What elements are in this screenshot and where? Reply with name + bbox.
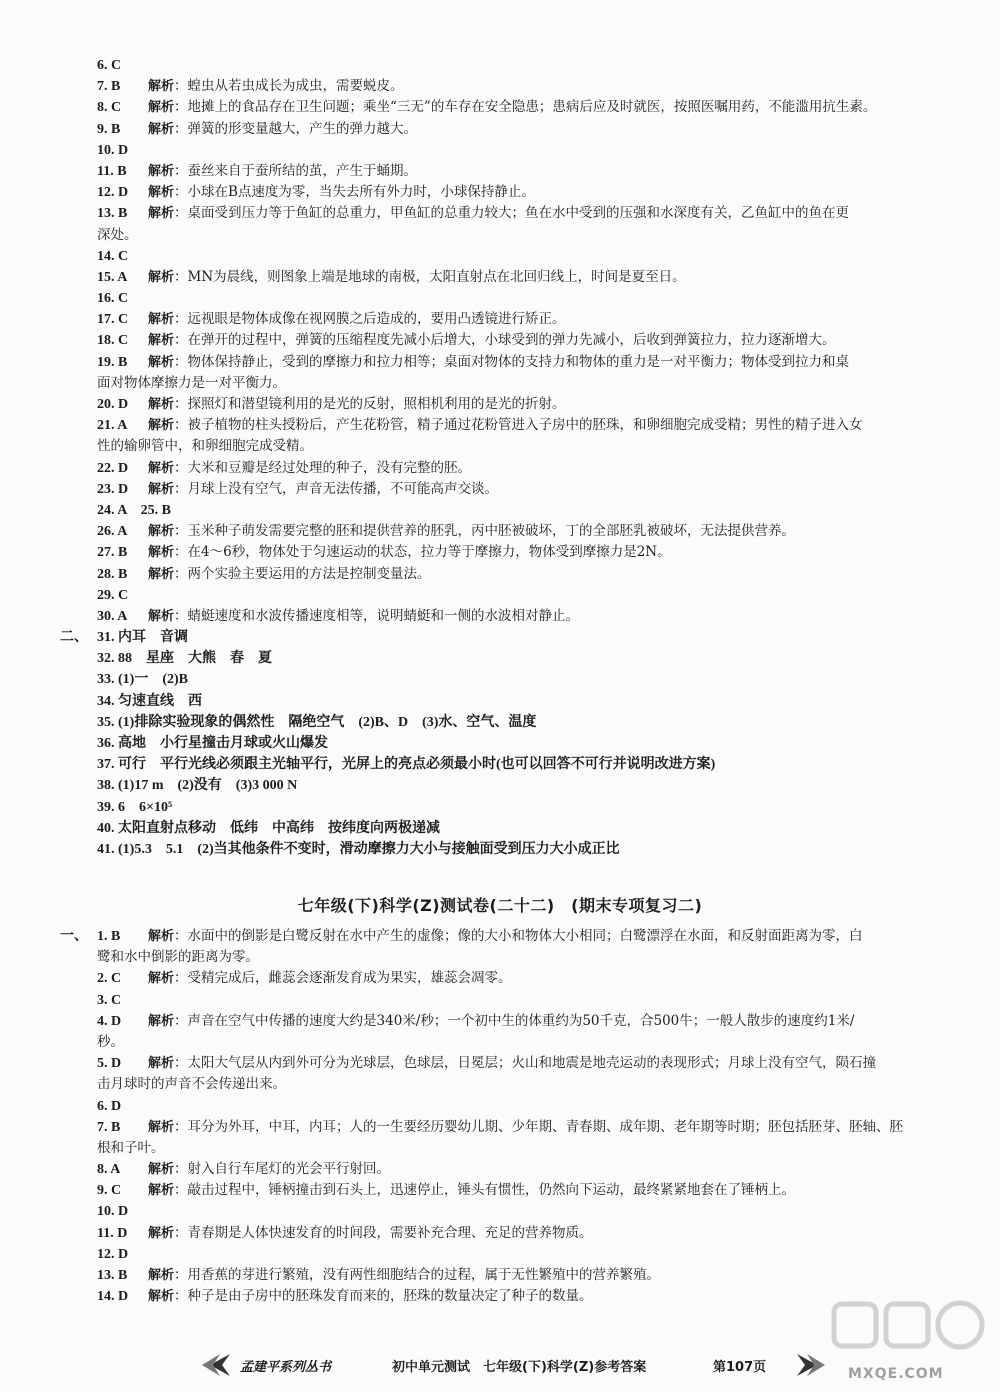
- answer-item-continued: [0, 436, 1000, 457]
- answer-number: 23. D: [97, 481, 129, 497]
- answer-number: 8. A: [97, 1162, 121, 1178]
- explanation-text: ：太阳大气层从内到外可分为光球层，色球层，日冕层；火山和地震是地壳运动的表现形式；月球上没有空气，陨石撞: [174, 1055, 877, 1072]
- answer-item: [0, 415, 1000, 436]
- answer-number: 20. D: [97, 397, 129, 412]
- explanation-text: ：蜻蜓速度和水波传播速度相等，说明蜻蜓和一侧的水波相对静止。: [174, 607, 580, 624]
- explanation-text: ：远视眼是物体成像在视网膜之后造成的，要用凸透镜进行矫正。: [174, 311, 566, 328]
- answer-item: [0, 458, 1000, 479]
- explanation-label: 解析: [148, 269, 175, 285]
- answer-number: 19. B: [97, 354, 128, 370]
- answer-explanation: [148, 415, 863, 436]
- answer-number: 26. A: [97, 524, 128, 540]
- explanation-text: ：物体保持静止，受到的摩擦力和拉力相等；桌面对物体的支持力和物体的重力是一对平衡力；物体受到拉力和桌: [174, 353, 850, 370]
- answer-number: 3. C: [97, 992, 122, 1008]
- answer-item: [0, 775, 1000, 796]
- answer-explanation: [148, 182, 535, 203]
- answer-item: [0, 712, 1000, 733]
- explanation-label: 解析: [148, 1289, 175, 1305]
- answer-item: [0, 97, 1000, 118]
- explanation-continued: 性的输卵管中，和卵细胞完成受精。: [97, 438, 313, 455]
- explanation-text: ：敲击过程中，锤柄撞击到石头上，迅速停止，锤头有惯性，仍然向下运动，最终紧紧地套在了锤柄上。: [174, 1182, 796, 1199]
- answer-item: [0, 733, 1000, 754]
- answer-item: [0, 1159, 1000, 1180]
- explanation-text: ：青春期是人体快速发育的时间段，需要补充合理、充足的营养物质。: [174, 1224, 593, 1241]
- answer-explanation: [148, 606, 579, 627]
- answer-item: [0, 161, 1000, 182]
- answer-item: [0, 1265, 1000, 1286]
- answer-item: [0, 76, 1000, 97]
- answer-item: [0, 394, 1000, 415]
- answer-number: 10. D: [97, 1204, 129, 1220]
- answer-number: 14. C: [97, 248, 129, 264]
- explanation-text: ：种子是由子房中的胚珠发育而来的，胚珠的数量决定了种子的数量。: [174, 1288, 593, 1305]
- explanation-label: 解析: [148, 481, 175, 497]
- answer-number: 10. D: [97, 142, 129, 158]
- answer-explanation: [148, 968, 512, 989]
- explanation-continued: 深处。: [97, 226, 138, 243]
- answer-explanation: [148, 1180, 795, 1201]
- answer-item: [0, 926, 1000, 947]
- explanation-label: 解析: [148, 354, 175, 370]
- answer-number: 30. A: [97, 608, 128, 624]
- answer-section-1: [0, 55, 1000, 860]
- explanation-text: ：大米和豆瓣是经过处理的种子，没有完整的胚。: [174, 459, 472, 476]
- answer-number: 9. C: [97, 1183, 122, 1199]
- answer-item: [0, 267, 1000, 288]
- answer-number: 27. B: [97, 545, 128, 561]
- answer-item: [0, 288, 1000, 309]
- answer-number: 4. D: [97, 1013, 122, 1029]
- explanation-label: 解析: [148, 1056, 175, 1072]
- explanation-text: ：小球在B点速度为零，当失去所有外力时，小球保持静止。: [174, 184, 535, 201]
- answer-number: 11. B: [97, 163, 127, 179]
- answer-number: 13. B: [97, 1268, 128, 1283]
- explanation-label: 解析: [148, 100, 175, 116]
- answer-number: 40. 太阳直射点移动 低纬 中高纬 按纬度向两极递减: [97, 820, 440, 836]
- answer-item: [0, 119, 1000, 140]
- explanation-text: ：水面中的倒影是白鹭反射在水中产生的虚像；像的大小和物体大小相同；白鹭漂浮在水面，和反射面距离为零，白: [174, 928, 863, 944]
- answer-number: 37. 可行 平行光线必须跟主光轴平行，光屏上的亮点必须最小时(也可以回答不可行并说明改进方案): [97, 757, 716, 773]
- answer-explanation: [148, 1053, 876, 1074]
- answer-item: [0, 203, 1000, 224]
- answer-item: [0, 1244, 1000, 1265]
- answer-item: [0, 521, 1000, 542]
- answer-item-continued: [0, 947, 1000, 968]
- answer-item: [0, 55, 1000, 76]
- answer-number: 6. C: [97, 58, 122, 73]
- answer-item: [0, 1201, 1000, 1222]
- answer-item: [0, 140, 1000, 161]
- answer-number: 31. 内耳 音调: [97, 630, 188, 646]
- explanation-label: 解析: [148, 333, 175, 349]
- answer-item: [0, 797, 1000, 818]
- answer-explanation: [148, 1011, 854, 1032]
- answer-explanation: [148, 1286, 593, 1307]
- section-heading: 七年级(下)科学(Z)测试卷(二十二) (期末专项复习二): [297, 896, 703, 915]
- answer-explanation: [148, 394, 566, 415]
- explanation-label: 解析: [148, 312, 175, 328]
- answer-number: 13. B: [97, 206, 128, 222]
- answer-item: [0, 818, 1000, 839]
- answer-number: 7. B: [97, 79, 121, 95]
- explanation-label: 解析: [148, 206, 175, 222]
- answer-number: 21. A: [97, 418, 128, 434]
- explanation-text: ：用香蕉的芽进行繁殖，没有两性细胞结合的过程，属于无性繁殖中的营养繁殖。: [174, 1267, 661, 1283]
- answer-explanation: [148, 521, 795, 542]
- explanation-text: ：蝗虫从若虫成长为成虫，需要蜕皮。: [174, 78, 404, 95]
- answer-item: [0, 1096, 1000, 1117]
- answer-item: [0, 990, 1000, 1011]
- answer-item: [0, 246, 1000, 267]
- answer-item: [0, 1117, 1000, 1138]
- explanation-continued: 击月球时的声音不会传递出来。: [97, 1076, 286, 1093]
- explanation-label: 解析: [148, 163, 175, 179]
- answer-explanation: [148, 1223, 593, 1244]
- explanation-text: ：射入自行车尾灯的光会平行射回。: [174, 1161, 391, 1178]
- answer-number: 11. D: [97, 1225, 128, 1241]
- answer-item: [0, 648, 1000, 669]
- page-number: 第107页: [713, 1360, 767, 1375]
- explanation-text: ：声音在空气中传播的速度大约是340米/秒；一个初中生的体重约为50千克，合500牛；一般人散步的速度约1米/: [174, 1012, 855, 1029]
- explanation-text: ：玉米种子萌发需要完整的胚和提供营养的胚乳，丙中胚被破坏，丁的全部胚乳被破坏，无法提供营养。: [174, 523, 796, 540]
- answer-explanation: [148, 1117, 903, 1138]
- explanation-text: ：在4～6秒，物体处于匀速运动的状态，拉力等于摩擦力，物体受到摩擦力是2N。: [174, 544, 671, 561]
- answer-explanation: [148, 309, 566, 330]
- answer-explanation: [148, 161, 417, 182]
- left-arrow-icon: [200, 1352, 232, 1378]
- answer-explanation: [148, 479, 498, 500]
- answer-number: 29. C: [97, 587, 129, 603]
- watermark-url: MXQE.COM: [848, 1366, 944, 1382]
- answer-item: [0, 839, 1000, 860]
- answer-explanation: [148, 926, 863, 947]
- answer-number: 24. A 25. B: [97, 502, 171, 518]
- answer-item: [0, 564, 1000, 585]
- answer-number: 16. C: [97, 291, 129, 307]
- explanation-label: 解析: [148, 1162, 175, 1178]
- answer-number: 5. D: [97, 1056, 122, 1072]
- answer-item: [0, 669, 1000, 690]
- section-marker: 一、: [60, 929, 88, 944]
- answer-item: [0, 627, 1000, 648]
- right-arrow-icon: [795, 1352, 827, 1378]
- explanation-label: 解析: [148, 524, 175, 540]
- answer-number: 33. (1)一 (2)B: [97, 672, 188, 688]
- answer-number: 41. (1)5.3 5.1 (2)当其他条件不变时，滑动摩擦力大小与接触面受到压力大小成正比: [97, 841, 620, 857]
- answer-number: 18. C: [97, 333, 129, 349]
- explanation-text: ：地摊上的食品存在卫生问题；乘坐“三无”的车存在安全隐患；患病后应及时就医，按照医嘱用药，不能滥用抗生素。: [174, 99, 877, 116]
- explanation-text: ：两个实验主要运用的方法是控制变量法。: [174, 565, 431, 582]
- answer-item: [0, 1053, 1000, 1074]
- answer-number: 36. 高地 小行星撞击月球或火山爆发: [97, 736, 328, 751]
- answer-number: 7. B: [97, 1119, 121, 1135]
- answer-item: [0, 968, 1000, 989]
- answer-item-continued: [0, 1074, 1000, 1095]
- answer-explanation: [148, 458, 471, 479]
- explanation-label: 解析: [148, 1013, 175, 1029]
- answer-number: 17. C: [97, 312, 129, 328]
- answer-number: 39. 6 6×10⁵: [97, 799, 173, 815]
- answer-number: 14. D: [97, 1289, 129, 1305]
- footer-title: 初中单元测试 七年级(下)科学(Z)参考答案: [392, 1360, 647, 1375]
- explanation-label: 解析: [148, 971, 175, 987]
- answer-item-continued: [0, 1032, 1000, 1053]
- answer-explanation: [148, 542, 671, 563]
- explanation-text: ：受精完成后，雌蕊会逐渐发育成为果实，雄蕊会凋零。: [174, 970, 512, 987]
- answer-explanation: [148, 1265, 660, 1286]
- answer-number: 22. D: [97, 460, 129, 476]
- answer-item: [0, 754, 1000, 775]
- explanation-text: ：月球上没有空气，声音无法传播，不可能高声交谈。: [174, 480, 499, 497]
- answer-explanation: [148, 76, 404, 97]
- answer-number: 15. A: [97, 269, 128, 285]
- explanation-text: ：耳分为外耳，中耳，内耳；人的一生要经历婴幼儿期、少年期、青春期、成年期、老年期等时期；胚包括胚芽、胚轴、胚: [174, 1118, 904, 1135]
- answer-number: 34. 匀速直线 西: [97, 693, 202, 709]
- answer-section-2: [0, 926, 1000, 1307]
- explanation-text: ：探照灯和潜望镜利用的是光的反射，照相机利用的是光的折射。: [174, 396, 566, 412]
- answer-item: [0, 479, 1000, 500]
- answer-number: 12. D: [97, 1246, 129, 1262]
- explanation-label: 解析: [148, 608, 175, 624]
- explanation-label: 解析: [148, 929, 175, 944]
- answer-item: [0, 500, 1000, 521]
- explanation-label: 解析: [148, 79, 175, 95]
- explanation-label: 解析: [148, 545, 175, 561]
- explanation-label: 解析: [148, 121, 175, 137]
- answer-item: [0, 585, 1000, 606]
- answer-explanation: [148, 1159, 390, 1180]
- footer-series: 孟建平系列丛书: [240, 1360, 332, 1375]
- answer-item: [0, 309, 1000, 330]
- explanation-continued: 根和子叶。: [97, 1139, 165, 1156]
- explanation-text: ：在弹开的过程中，弹簧的压缩程度先减小后增大，小球受到的弹力先减小，后收到弹簧拉力，拉力逐渐增大。: [174, 332, 836, 349]
- answer-explanation: [148, 119, 417, 140]
- explanation-label: 解析: [148, 1268, 175, 1283]
- answer-explanation: [148, 330, 836, 351]
- answer-item: [0, 542, 1000, 563]
- explanation-text: ：被子植物的柱头授粉后，产生花粉管，精子通过花粉管进入子房中的胚珠，和卵细胞完成受精；男性的精子进入女: [174, 417, 863, 434]
- answer-item-continued: [0, 1138, 1000, 1159]
- answer-number: 2. C: [97, 971, 122, 987]
- explanation-label: 解析: [148, 460, 175, 476]
- answer-item: [0, 1011, 1000, 1032]
- answer-number: 12. D: [97, 185, 129, 201]
- answer-number: 38. (1)17 m (2)没有 (3)3 000 N: [97, 778, 298, 794]
- explanation-label: 解析: [148, 397, 175, 412]
- explanation-label: 解析: [148, 566, 175, 582]
- answer-item: [0, 330, 1000, 351]
- answer-explanation: [148, 352, 849, 373]
- answer-item: [0, 606, 1000, 627]
- explanation-text: ：MN为晨线，则图象上端是地球的南极，太阳直射点在北回归线上，时间是夏至日。: [174, 268, 686, 285]
- answer-number: 28. B: [97, 566, 128, 582]
- answer-item: [0, 691, 1000, 712]
- explanation-continued: 面对物体摩擦力是一对平衡力。: [97, 374, 286, 391]
- answer-number: 1. B: [97, 929, 121, 944]
- explanation-label: 解析: [148, 1119, 175, 1135]
- answer-item-continued: [0, 225, 1000, 246]
- explanation-text: ：弹簧的形变量越大，产生的弹力越大。: [174, 120, 418, 137]
- section-marker: 二、: [60, 630, 88, 646]
- answer-item: [0, 182, 1000, 203]
- explanation-continued: 秒。: [97, 1033, 124, 1050]
- explanation-label: 解析: [148, 418, 175, 434]
- answer-number: 6. D: [97, 1098, 122, 1114]
- explanation-label: 解析: [148, 1183, 175, 1199]
- answer-number: 35. (1)排除实验现象的偶然性 隔绝空气 (2)B、D (3)水、空气、温度: [97, 714, 537, 730]
- explanation-text: ：蚕丝来自于蚕所结的茧，产生于蛹期。: [174, 162, 418, 179]
- answer-explanation: [148, 267, 686, 288]
- answer-number: 9. B: [97, 121, 121, 137]
- answer-explanation: [148, 203, 849, 224]
- explanation-continued: 鹭和水中倒影的距离为零。: [97, 949, 259, 966]
- answer-explanation: [148, 97, 876, 118]
- answer-number: 32. 88 星座 大熊 春 夏: [97, 651, 272, 667]
- explanation-label: 解析: [148, 185, 175, 201]
- answer-item: [0, 1180, 1000, 1201]
- explanation-label: 解析: [148, 1225, 175, 1241]
- answer-number: 8. C: [97, 100, 122, 116]
- answer-item: [0, 352, 1000, 373]
- explanation-text: ：桌面受到压力等于鱼缸的总重力，甲鱼缸的总重力较大；鱼在水中受到的压强和水深度有关，乙鱼缸中的鱼在更: [174, 205, 850, 222]
- answer-item: [0, 1223, 1000, 1244]
- answer-item-continued: [0, 373, 1000, 394]
- answer-explanation: [148, 564, 431, 585]
